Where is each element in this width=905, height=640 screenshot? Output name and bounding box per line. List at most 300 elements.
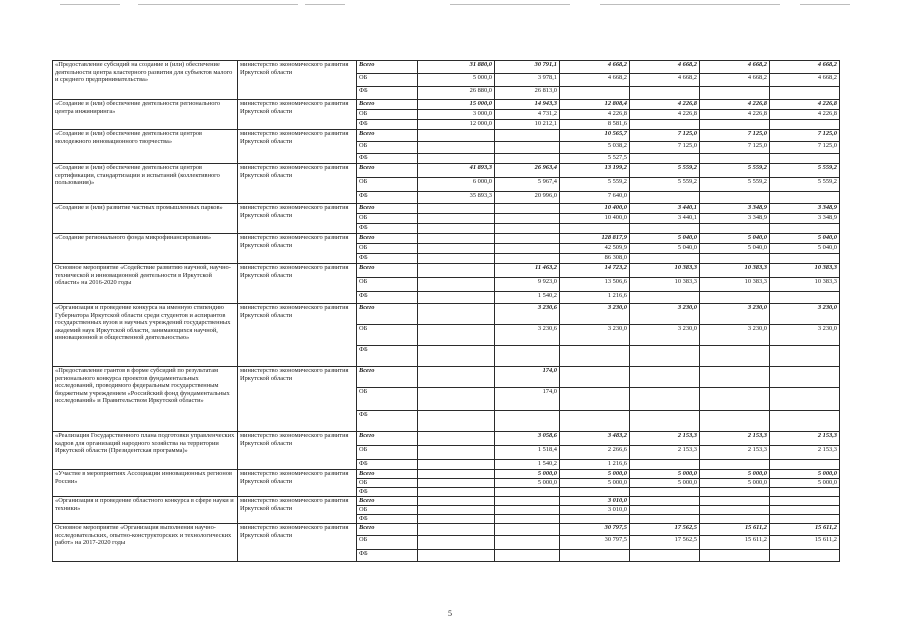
amount-cell: 3 348,9 bbox=[770, 214, 840, 224]
amount-cell bbox=[560, 550, 630, 562]
budget-table-body bbox=[53, 61, 840, 562]
table-row bbox=[53, 130, 840, 142]
amount-cell: 3 230,6 bbox=[495, 304, 560, 325]
amount-cell bbox=[495, 497, 560, 506]
amount-cell bbox=[770, 497, 840, 506]
table-row bbox=[53, 432, 840, 446]
amount-cell: 2 153,3 bbox=[700, 432, 770, 446]
amount-cell: 5 559,2 bbox=[560, 178, 630, 192]
amount-cell: 3 348,9 bbox=[700, 214, 770, 224]
amount-cell: 4 668,2 bbox=[700, 74, 770, 87]
amount-cell: 4 668,2 bbox=[560, 61, 630, 74]
executor-cell: министерство экономического развития Иркутской области bbox=[238, 61, 357, 100]
amount-cell bbox=[418, 550, 495, 562]
amount-cell: 7 125,0 bbox=[700, 130, 770, 142]
amount-cell bbox=[495, 515, 560, 524]
amount-cell bbox=[560, 411, 630, 432]
executor-cell: министерство экономического развития Иркутской области bbox=[238, 497, 357, 524]
amount-cell: 5 559,2 bbox=[700, 178, 770, 192]
amount-cell bbox=[700, 224, 770, 234]
funding-source-cell: ФБ bbox=[357, 154, 418, 164]
funding-source-cell: ФБ bbox=[357, 87, 418, 100]
amount-cell: 5 040,0 bbox=[630, 234, 700, 244]
amount-cell: 8 581,6 bbox=[560, 120, 630, 130]
program-name-cell: «Создание и (или) обеспечение деятельности центров молодежного инновационного творчества» bbox=[53, 130, 238, 164]
amount-cell bbox=[770, 192, 840, 204]
amount-cell bbox=[418, 470, 495, 479]
funding-source-cell: ОБ bbox=[357, 278, 418, 292]
amount-cell bbox=[700, 346, 770, 367]
amount-cell: 7 125,0 bbox=[770, 142, 840, 154]
amount-cell bbox=[770, 488, 840, 497]
amount-cell: 35 893,3 bbox=[418, 192, 495, 204]
amount-cell bbox=[770, 120, 840, 130]
amount-cell: 3 230,0 bbox=[700, 325, 770, 346]
amount-cell: 5 040,0 bbox=[630, 244, 700, 254]
amount-cell: 4 668,2 bbox=[560, 74, 630, 87]
amount-cell: 5 559,2 bbox=[770, 178, 840, 192]
amount-cell: 5 000,0 bbox=[700, 470, 770, 479]
amount-cell: 5 000,0 bbox=[560, 470, 630, 479]
amount-cell: 5 559,2 bbox=[770, 164, 840, 178]
funding-source-cell: ОБ bbox=[357, 479, 418, 488]
amount-cell: 5 559,2 bbox=[630, 164, 700, 178]
amount-cell: 5 000,0 bbox=[495, 470, 560, 479]
executor-cell: министерство экономического развития Иркутской области bbox=[238, 264, 357, 304]
table-row bbox=[53, 234, 840, 244]
amount-cell: 3 230,0 bbox=[560, 304, 630, 325]
amount-cell: 13 506,6 bbox=[560, 278, 630, 292]
scan-artifact-line bbox=[60, 4, 120, 5]
amount-cell: 6 000,0 bbox=[418, 178, 495, 192]
amount-cell bbox=[495, 244, 560, 254]
funding-source-cell: Всего bbox=[357, 367, 418, 388]
amount-cell bbox=[700, 192, 770, 204]
amount-cell bbox=[418, 214, 495, 224]
amount-cell bbox=[770, 550, 840, 562]
scan-artifact-line bbox=[600, 4, 780, 5]
amount-cell: 5 040,0 bbox=[700, 234, 770, 244]
amount-cell bbox=[770, 515, 840, 524]
amount-cell: 10 383,3 bbox=[630, 278, 700, 292]
amount-cell: 3 230,0 bbox=[630, 325, 700, 346]
amount-cell: 4 668,2 bbox=[700, 61, 770, 74]
amount-cell: 5 000,0 bbox=[630, 470, 700, 479]
amount-cell: 5 000,0 bbox=[630, 479, 700, 488]
funding-source-cell: Всего bbox=[357, 524, 418, 536]
executor-cell: министерство экономического развития Иркутской области bbox=[238, 130, 357, 164]
funding-source-cell: ОБ bbox=[357, 446, 418, 460]
amount-cell: 26 880,0 bbox=[418, 87, 495, 100]
amount-cell bbox=[418, 432, 495, 446]
amount-cell: 5 000,0 bbox=[770, 479, 840, 488]
table-row bbox=[53, 100, 840, 110]
amount-cell: 4 226,8 bbox=[630, 100, 700, 110]
amount-cell: 4 731,2 bbox=[495, 110, 560, 120]
amount-cell bbox=[770, 367, 840, 388]
amount-cell: 4 668,2 bbox=[770, 61, 840, 74]
amount-cell bbox=[418, 325, 495, 346]
amount-cell bbox=[560, 488, 630, 497]
amount-cell bbox=[770, 388, 840, 411]
amount-cell bbox=[770, 460, 840, 470]
amount-cell: 30 797,5 bbox=[560, 524, 630, 536]
amount-cell: 5 527,5 bbox=[560, 154, 630, 164]
amount-cell: 1 540,2 bbox=[495, 292, 560, 304]
funding-source-cell: ФБ bbox=[357, 460, 418, 470]
funding-source-cell: ОБ bbox=[357, 325, 418, 346]
amount-cell bbox=[418, 497, 495, 506]
amount-cell: 3 058,6 bbox=[495, 432, 560, 446]
amount-cell bbox=[495, 411, 560, 432]
amount-cell: 4 226,8 bbox=[630, 110, 700, 120]
amount-cell: 7 125,0 bbox=[700, 142, 770, 154]
program-name-cell: «Реализация Государственного плана подготовки управленческих кадров для организаций народного хозяйства на территории Иркутской области (Президентская программа)» bbox=[53, 432, 238, 470]
funding-source-cell: ФБ bbox=[357, 411, 418, 432]
executor-cell: министерство экономического развития Иркутской области bbox=[238, 470, 357, 497]
amount-cell: 5 000,0 bbox=[495, 479, 560, 488]
amount-cell: 12 000,0 bbox=[418, 120, 495, 130]
amount-cell: 5 040,0 bbox=[770, 234, 840, 244]
amount-cell bbox=[630, 254, 700, 264]
amount-cell: 4 668,2 bbox=[630, 74, 700, 87]
amount-cell bbox=[418, 142, 495, 154]
amount-cell: 2 153,3 bbox=[700, 446, 770, 460]
amount-cell bbox=[495, 524, 560, 536]
amount-cell: 7 125,0 bbox=[630, 130, 700, 142]
table-row bbox=[53, 367, 840, 388]
amount-cell bbox=[700, 550, 770, 562]
amount-cell: 174,0 bbox=[495, 367, 560, 388]
amount-cell bbox=[630, 515, 700, 524]
amount-cell: 11 463,2 bbox=[495, 264, 560, 278]
amount-cell bbox=[700, 292, 770, 304]
funding-source-cell: ФБ bbox=[357, 254, 418, 264]
amount-cell: 4 226,8 bbox=[770, 100, 840, 110]
funding-source-cell: ОБ bbox=[357, 142, 418, 154]
amount-cell: 5 038,2 bbox=[560, 142, 630, 154]
amount-cell bbox=[630, 224, 700, 234]
amount-cell: 3 230,0 bbox=[770, 325, 840, 346]
amount-cell: 7 125,0 bbox=[630, 142, 700, 154]
amount-cell: 3 348,9 bbox=[700, 204, 770, 214]
funding-source-cell: ФБ bbox=[357, 488, 418, 497]
amount-cell: 2 153,3 bbox=[770, 432, 840, 446]
amount-cell: 1 518,4 bbox=[495, 446, 560, 460]
amount-cell: 3 010,0 bbox=[560, 497, 630, 506]
amount-cell bbox=[630, 346, 700, 367]
funding-source-cell: ОБ bbox=[357, 74, 418, 87]
amount-cell: 174,0 bbox=[495, 388, 560, 411]
amount-cell: 3 440,1 bbox=[630, 214, 700, 224]
amount-cell: 15 611,2 bbox=[700, 524, 770, 536]
funding-source-cell: ФБ bbox=[357, 292, 418, 304]
amount-cell: 10 400,0 bbox=[560, 214, 630, 224]
amount-cell bbox=[495, 204, 560, 214]
amount-cell bbox=[630, 550, 700, 562]
amount-cell bbox=[418, 234, 495, 244]
amount-cell bbox=[630, 192, 700, 204]
amount-cell bbox=[495, 154, 560, 164]
amount-cell: 26 813,0 bbox=[495, 87, 560, 100]
program-name-cell: «Предоставление субсидий на создание и (или) обеспечение деятельности центра кластерного развития для субъектов малого и среднего предпринимательства» bbox=[53, 61, 238, 100]
amount-cell bbox=[418, 254, 495, 264]
amount-cell bbox=[630, 292, 700, 304]
program-name-cell: Основное мероприятие «Содействие развитию научной, научно-технической и инновационной деятельности в Иркутской области» на 2016-2020 годы bbox=[53, 264, 238, 304]
amount-cell bbox=[700, 87, 770, 100]
amount-cell: 20 996,0 bbox=[495, 192, 560, 204]
executor-cell: министерство экономического развития Иркутской области bbox=[238, 204, 357, 234]
amount-cell bbox=[418, 367, 495, 388]
funding-source-cell: Всего bbox=[357, 234, 418, 244]
funding-source-cell: ФБ bbox=[357, 550, 418, 562]
funding-source-cell: ФБ bbox=[357, 120, 418, 130]
amount-cell bbox=[630, 488, 700, 497]
amount-cell bbox=[630, 388, 700, 411]
executor-cell: министерство экономического развития Иркутской области bbox=[238, 234, 357, 264]
amount-cell: 15 000,0 bbox=[418, 100, 495, 110]
amount-cell bbox=[418, 244, 495, 254]
amount-cell bbox=[495, 214, 560, 224]
funding-source-cell: Всего bbox=[357, 204, 418, 214]
amount-cell bbox=[560, 87, 630, 100]
amount-cell: 5 000,0 bbox=[560, 479, 630, 488]
amount-cell: 3 440,1 bbox=[630, 204, 700, 214]
amount-cell bbox=[770, 87, 840, 100]
program-name-cell: «Предоставление грантов в форме субсидий по результатам регионального конкурса проектов фундаментальных исследований, проводимого федеральным государственным бюджетным учреждением «Российский фонд фундаментальных исследований» и Правительством Иркутской области» bbox=[53, 367, 238, 432]
amount-cell: 10 383,3 bbox=[770, 264, 840, 278]
amount-cell bbox=[770, 346, 840, 367]
amount-cell bbox=[418, 292, 495, 304]
funding-source-cell: Всего bbox=[357, 304, 418, 325]
executor-cell: министерство экономического развития Иркутской области bbox=[238, 100, 357, 130]
amount-cell: 10 383,3 bbox=[700, 278, 770, 292]
executor-cell: министерство экономического развития Иркутской области bbox=[238, 524, 357, 562]
amount-cell: 12 808,4 bbox=[560, 100, 630, 110]
amount-cell bbox=[630, 367, 700, 388]
amount-cell: 3 230,0 bbox=[770, 304, 840, 325]
amount-cell bbox=[418, 411, 495, 432]
amount-cell bbox=[418, 536, 495, 550]
amount-cell bbox=[630, 411, 700, 432]
funding-source-cell: Всего bbox=[357, 130, 418, 142]
executor-cell: министерство экономического развития Иркутской области bbox=[238, 304, 357, 367]
amount-cell: 3 230,6 bbox=[495, 325, 560, 346]
amount-cell: 3 230,0 bbox=[560, 325, 630, 346]
amount-cell bbox=[495, 254, 560, 264]
amount-cell bbox=[418, 346, 495, 367]
scan-artifact-line bbox=[138, 4, 298, 5]
amount-cell: 1 216,6 bbox=[560, 292, 630, 304]
amount-cell bbox=[630, 154, 700, 164]
amount-cell: 2 266,6 bbox=[560, 446, 630, 460]
amount-cell: 5 967,4 bbox=[495, 178, 560, 192]
program-name-cell: «Создание и (или) развитие частных промышленных парков» bbox=[53, 204, 238, 234]
funding-source-cell: ФБ bbox=[357, 346, 418, 367]
amount-cell bbox=[700, 497, 770, 506]
program-name-cell: «Создание регионального фонда микрофинансирования» bbox=[53, 234, 238, 264]
amount-cell bbox=[418, 479, 495, 488]
amount-cell: 14 943,3 bbox=[495, 100, 560, 110]
amount-cell bbox=[495, 488, 560, 497]
amount-cell bbox=[770, 411, 840, 432]
amount-cell bbox=[495, 536, 560, 550]
amount-cell bbox=[418, 488, 495, 497]
amount-cell: 5 000,0 bbox=[770, 470, 840, 479]
program-name-cell: Основное мероприятие «Организация выполнения научно-исследовательских, опытно-конструкторских и технологических работ» на 2017-2020 годы bbox=[53, 524, 238, 562]
amount-cell: 9 923,0 bbox=[495, 278, 560, 292]
table-row bbox=[53, 164, 840, 178]
amount-cell: 3 230,0 bbox=[700, 304, 770, 325]
executor-cell: министерство экономического развития Иркутской области bbox=[238, 164, 357, 204]
amount-cell bbox=[418, 154, 495, 164]
amount-cell bbox=[700, 388, 770, 411]
budget-table bbox=[52, 60, 840, 562]
amount-cell bbox=[418, 446, 495, 460]
program-name-cell: «Организация и проведение областного конкурса в сфере науки и техники» bbox=[53, 497, 238, 524]
amount-cell bbox=[700, 411, 770, 432]
amount-cell: 4 668,2 bbox=[630, 61, 700, 74]
amount-cell bbox=[770, 154, 840, 164]
amount-cell bbox=[560, 515, 630, 524]
amount-cell: 31 880,0 bbox=[418, 61, 495, 74]
funding-source-cell: ФБ bbox=[357, 515, 418, 524]
funding-source-cell: ОБ bbox=[357, 244, 418, 254]
amount-cell bbox=[630, 506, 700, 515]
funding-source-cell: ОБ bbox=[357, 110, 418, 120]
amount-cell bbox=[700, 488, 770, 497]
amount-cell: 2 153,3 bbox=[770, 446, 840, 460]
amount-cell: 5 559,2 bbox=[630, 178, 700, 192]
amount-cell bbox=[560, 388, 630, 411]
amount-cell: 5 559,2 bbox=[700, 164, 770, 178]
amount-cell: 4 226,8 bbox=[700, 100, 770, 110]
amount-cell bbox=[418, 388, 495, 411]
funding-source-cell: ОБ bbox=[357, 178, 418, 192]
amount-cell bbox=[418, 506, 495, 515]
program-name-cell: «Организация и проведение конкурса на именную стипендию Губернатора Иркутской области среди студентов и аспирантов государственных вузов и научных учреждений государственных академий наук Иркутской области, занимающихся научной, инновационной и общественной деятельностью» bbox=[53, 304, 238, 367]
page-number: 5 bbox=[448, 609, 452, 618]
amount-cell bbox=[630, 460, 700, 470]
table-row bbox=[53, 61, 840, 74]
amount-cell: 10 383,3 bbox=[630, 264, 700, 278]
amount-cell: 4 226,8 bbox=[560, 110, 630, 120]
amount-cell bbox=[770, 292, 840, 304]
amount-cell bbox=[418, 278, 495, 292]
amount-cell: 30 797,5 bbox=[560, 536, 630, 550]
amount-cell: 5 000,0 bbox=[700, 479, 770, 488]
amount-cell: 10 383,3 bbox=[770, 278, 840, 292]
amount-cell: 7 640,0 bbox=[560, 192, 630, 204]
amount-cell: 2 153,3 bbox=[630, 432, 700, 446]
amount-cell bbox=[495, 346, 560, 367]
amount-cell: 4 668,2 bbox=[770, 74, 840, 87]
amount-cell: 26 963,4 bbox=[495, 164, 560, 178]
table-row bbox=[53, 497, 840, 506]
amount-cell bbox=[418, 264, 495, 278]
amount-cell bbox=[495, 224, 560, 234]
funding-source-cell: ОБ bbox=[357, 388, 418, 411]
scan-artifact-line bbox=[800, 4, 850, 5]
amount-cell: 3 000,0 bbox=[418, 110, 495, 120]
amount-cell: 1 540,2 bbox=[495, 460, 560, 470]
amount-cell bbox=[495, 234, 560, 244]
amount-cell bbox=[418, 130, 495, 142]
amount-cell bbox=[418, 515, 495, 524]
amount-cell: 1 216,6 bbox=[560, 460, 630, 470]
funding-source-cell: Всего bbox=[357, 432, 418, 446]
funding-source-cell: ФБ bbox=[357, 192, 418, 204]
amount-cell: 7 125,0 bbox=[770, 130, 840, 142]
table-row bbox=[53, 204, 840, 214]
amount-cell: 41 893,3 bbox=[418, 164, 495, 178]
table-row bbox=[53, 264, 840, 278]
program-name-cell: «Создание и (или) обеспечение деятельности регионального центра инжиниринга» bbox=[53, 100, 238, 130]
amount-cell bbox=[770, 224, 840, 234]
table-row bbox=[53, 524, 840, 536]
program-name-cell: «Участие в мероприятиях Ассоциации инновационных регионов России» bbox=[53, 470, 238, 497]
funding-source-cell: ОБ bbox=[357, 214, 418, 224]
funding-source-cell: ОБ bbox=[357, 536, 418, 550]
amount-cell: 42 509,9 bbox=[560, 244, 630, 254]
amount-cell: 15 611,2 bbox=[700, 536, 770, 550]
funding-source-cell: ОБ bbox=[357, 506, 418, 515]
amount-cell bbox=[495, 506, 560, 515]
amount-cell bbox=[495, 550, 560, 562]
amount-cell bbox=[630, 497, 700, 506]
amount-cell: 14 723,2 bbox=[560, 264, 630, 278]
amount-cell bbox=[700, 460, 770, 470]
amount-cell bbox=[495, 142, 560, 154]
amount-cell: 3 483,2 bbox=[560, 432, 630, 446]
amount-cell: 17 562,5 bbox=[630, 536, 700, 550]
funding-source-cell: Всего bbox=[357, 164, 418, 178]
scan-artifact-line bbox=[450, 4, 570, 5]
amount-cell: 10 383,3 bbox=[700, 264, 770, 278]
table-row bbox=[53, 304, 840, 325]
amount-cell bbox=[418, 204, 495, 214]
amount-cell: 4 226,8 bbox=[770, 110, 840, 120]
executor-cell: министерство экономического развития Иркутской области bbox=[238, 432, 357, 470]
amount-cell: 5 040,0 bbox=[700, 244, 770, 254]
amount-cell: 5 040,0 bbox=[770, 244, 840, 254]
funding-source-cell: Всего bbox=[357, 100, 418, 110]
amount-cell bbox=[770, 506, 840, 515]
amount-cell bbox=[495, 130, 560, 142]
amount-cell: 30 791,1 bbox=[495, 61, 560, 74]
amount-cell bbox=[418, 304, 495, 325]
funding-source-cell: Всего bbox=[357, 497, 418, 506]
amount-cell: 3 230,0 bbox=[630, 304, 700, 325]
table-row bbox=[53, 470, 840, 479]
amount-cell bbox=[700, 154, 770, 164]
funding-source-cell: Всего bbox=[357, 470, 418, 479]
amount-cell bbox=[700, 515, 770, 524]
amount-cell: 5 000,0 bbox=[418, 74, 495, 87]
funding-source-cell: Всего bbox=[357, 264, 418, 278]
amount-cell: 2 153,3 bbox=[630, 446, 700, 460]
amount-cell bbox=[418, 224, 495, 234]
funding-source-cell: Всего bbox=[357, 61, 418, 74]
amount-cell bbox=[770, 254, 840, 264]
amount-cell bbox=[700, 120, 770, 130]
amount-cell bbox=[700, 367, 770, 388]
amount-cell: 10 212,1 bbox=[495, 120, 560, 130]
program-name-cell: «Создание и (или) обеспечение деятельности центров сертификации, стандартизации и испытаний (коллективного пользования)» bbox=[53, 164, 238, 204]
amount-cell bbox=[560, 224, 630, 234]
amount-cell: 86 308,0 bbox=[560, 254, 630, 264]
funding-source-cell: ФБ bbox=[357, 224, 418, 234]
